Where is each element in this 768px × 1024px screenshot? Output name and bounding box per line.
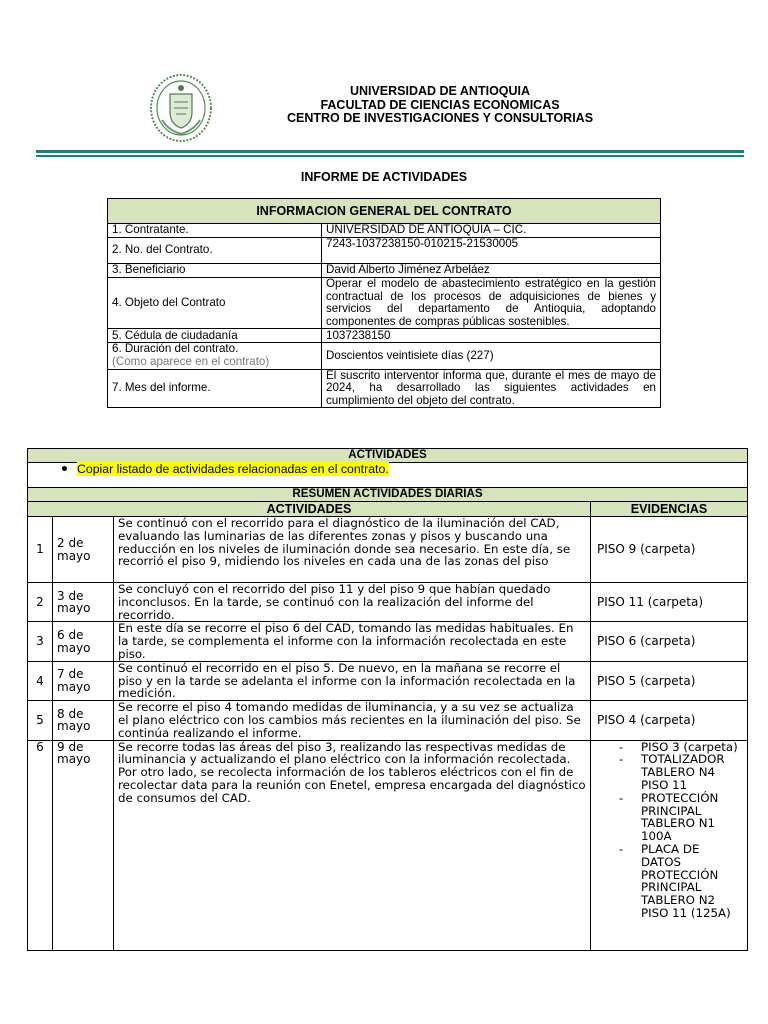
row-date: 3 de mayo: [53, 583, 114, 622]
row-number: 5: [28, 701, 53, 740]
contract-value: David Alberto Jiménez Arbeláez: [322, 264, 661, 278]
contract-value: 7243-1037238150-010215-21530005: [322, 238, 661, 264]
contract-label: 1. Contratante.: [108, 224, 322, 238]
contract-label: [108, 343, 322, 369]
evidence-list: [597, 741, 743, 920]
row-date: 7 de mayo: [53, 661, 114, 700]
list-item: - TOTALIZADOR TABLERO N4 PISO 11: [619, 753, 743, 791]
summary-heading: RESUMEN ACTIVIDADES DIARIAS: [28, 488, 748, 502]
activities-table: [27, 448, 748, 951]
list-item: - PLACA DE DATOS PROTECCIÓN PRINCIPAL TABLERO N2 PISO 11 (125A): [619, 843, 743, 920]
contract-label-main: 6. Duración del contrato.: [112, 342, 239, 356]
row-evidence: PISO 5 (carpeta): [591, 661, 748, 700]
institution-header: [240, 85, 640, 126]
list-item: - PISO 3 (carpeta): [619, 741, 743, 754]
contract-label-note: (Como aparece en el contrato): [112, 354, 270, 368]
row-number: 2: [28, 583, 53, 622]
row-number: 4: [28, 661, 53, 700]
list-item: - PROTECCIÓN PRINCIPAL TABLERO N1 100A: [619, 792, 743, 843]
activities-bullet-row: [28, 463, 748, 488]
row-description: Se continuó el recorrido en el piso 5. De nuevo, en la mañana se recorre el piso y en la tarde se adelanta el informe con la información recolectada en la medición.: [114, 661, 591, 700]
row-description: En este día se recorre el piso 6 del CAD, tomando las medidas habituales. En la tarde, se complementa el informe con la información recolectada en este piso.: [114, 622, 591, 661]
contract-label: 5. Cédula de ciudadanía: [108, 329, 322, 343]
row-date: 2 de mayo: [53, 517, 114, 583]
row-number: 3: [28, 622, 53, 661]
row-description: Se recorre el piso 4 tomando medidas de iluminancia, y a su vez se actualiza el plano eléctrico con los cambios más recientes en la iluminación del piso. Se continúa realizando el informe.: [114, 701, 591, 740]
row-evidence: [591, 740, 748, 950]
contract-value: El suscrito interventor informa que, durante el mes de mayo de 2024, ha desarrollado las siguientes actividades en cumplimiento del objeto del contrato.: [322, 369, 661, 408]
table-row: [28, 517, 748, 583]
table-row: [28, 740, 748, 950]
contract-row: [108, 329, 661, 343]
contract-row: [108, 224, 661, 238]
row-date: 6 de mayo: [53, 622, 114, 661]
row-evidence: PISO 6 (carpeta): [591, 622, 748, 661]
row-date: 8 de mayo: [53, 701, 114, 740]
row-description: [114, 740, 591, 950]
contract-row: [108, 369, 661, 408]
row-evidence: PISO 9 (carpeta): [591, 517, 748, 583]
row-description: Se concluyó con el recorrido del piso 11 y del piso 9 que habían quedado inconclusos. En la tarde, se continuó con la realización del informe del recorrido.: [114, 583, 591, 622]
contract-value: UNIVERSIDAD DE ANTIOQUIA – CIC.: [322, 224, 661, 238]
contract-info-table: [107, 198, 661, 408]
activities-bullet-cell: [28, 463, 748, 488]
contract-label: 7. Mes del informe.: [108, 369, 322, 408]
header-divider-top: [36, 150, 744, 153]
bullet-dot-icon: [62, 466, 67, 471]
contract-label: 3. Beneficiario: [108, 264, 322, 278]
report-title: INFORME DE ACTIVIDADES: [300, 170, 468, 184]
row-description-part1: Se recorre todas las áreas del piso 3, realizando las respectivas medidas de iluminancia y actualizando el plano eléctrico con la información recolectada.: [118, 739, 571, 767]
table-row: [28, 622, 748, 661]
contract-row: [108, 264, 661, 278]
contract-table-heading: INFORMACION GENERAL DEL CONTRATO: [108, 199, 661, 224]
table-row: [28, 701, 748, 740]
row-number: 6: [28, 740, 53, 950]
contract-value: 1037238150: [322, 329, 661, 343]
contract-value: Doscientos veintisiete días (227): [322, 343, 661, 369]
contract-label: 4. Objeto del Contrato: [108, 278, 322, 329]
row-description-part2: Por otro lado, se recolecta información de los tableros eléctricos con el fin de recolectar data para la reunión con Enetel, empresa encargada del diagnóstico de consumos del CAD.: [118, 765, 586, 805]
contract-row: [108, 278, 661, 329]
center-name: CENTRO DE INVESTIGACIONES Y CONSULTORIAS: [286, 111, 594, 125]
row-date: 9 de mayo: [53, 740, 114, 950]
row-evidence: PISO 11 (carpeta): [591, 583, 748, 622]
table-row: [28, 661, 748, 700]
contract-label: 2. No. del Contrato.: [108, 238, 322, 264]
contract-value: Operar el modelo de abastecimiento estratégico en la gestión contractual de los procesos de adquisiciones de bienes y servicios del departamento de Antioquia, adoptando componentes de compras públicas sostenibles.: [322, 278, 661, 329]
row-description: Se continuó con el recorrido para el diagnóstico de la iluminación del CAD, evaluando las luminarias de las diferentes zonas y pisos y buscando una reducción en los niveles de iluminación donde sea necesario. En este día, se recorrió el piso 9, midiendo los niveles en cada una de las zonas del piso: [114, 517, 591, 583]
university-name: UNIVERSIDAD DE ANTIOQUIA: [349, 84, 531, 98]
contract-row: [108, 343, 661, 369]
row-number: 1: [28, 517, 53, 583]
activities-bullet-text: Copiar listado de actividades relacionadas en el contrato.: [77, 462, 389, 476]
column-header-activities: ACTIVIDADES: [28, 502, 591, 517]
header-divider-bottom: [36, 155, 744, 157]
contract-row: [108, 238, 661, 264]
table-row: [28, 583, 748, 622]
activities-heading: ACTIVIDADES: [28, 449, 748, 463]
row-evidence: PISO 4 (carpeta): [591, 701, 748, 740]
faculty-name: FACULTAD DE CIENCIAS ECONOMICAS: [320, 97, 560, 112]
university-seal-logo: [148, 72, 214, 146]
column-header-evidence: EVIDENCIAS: [591, 502, 748, 517]
